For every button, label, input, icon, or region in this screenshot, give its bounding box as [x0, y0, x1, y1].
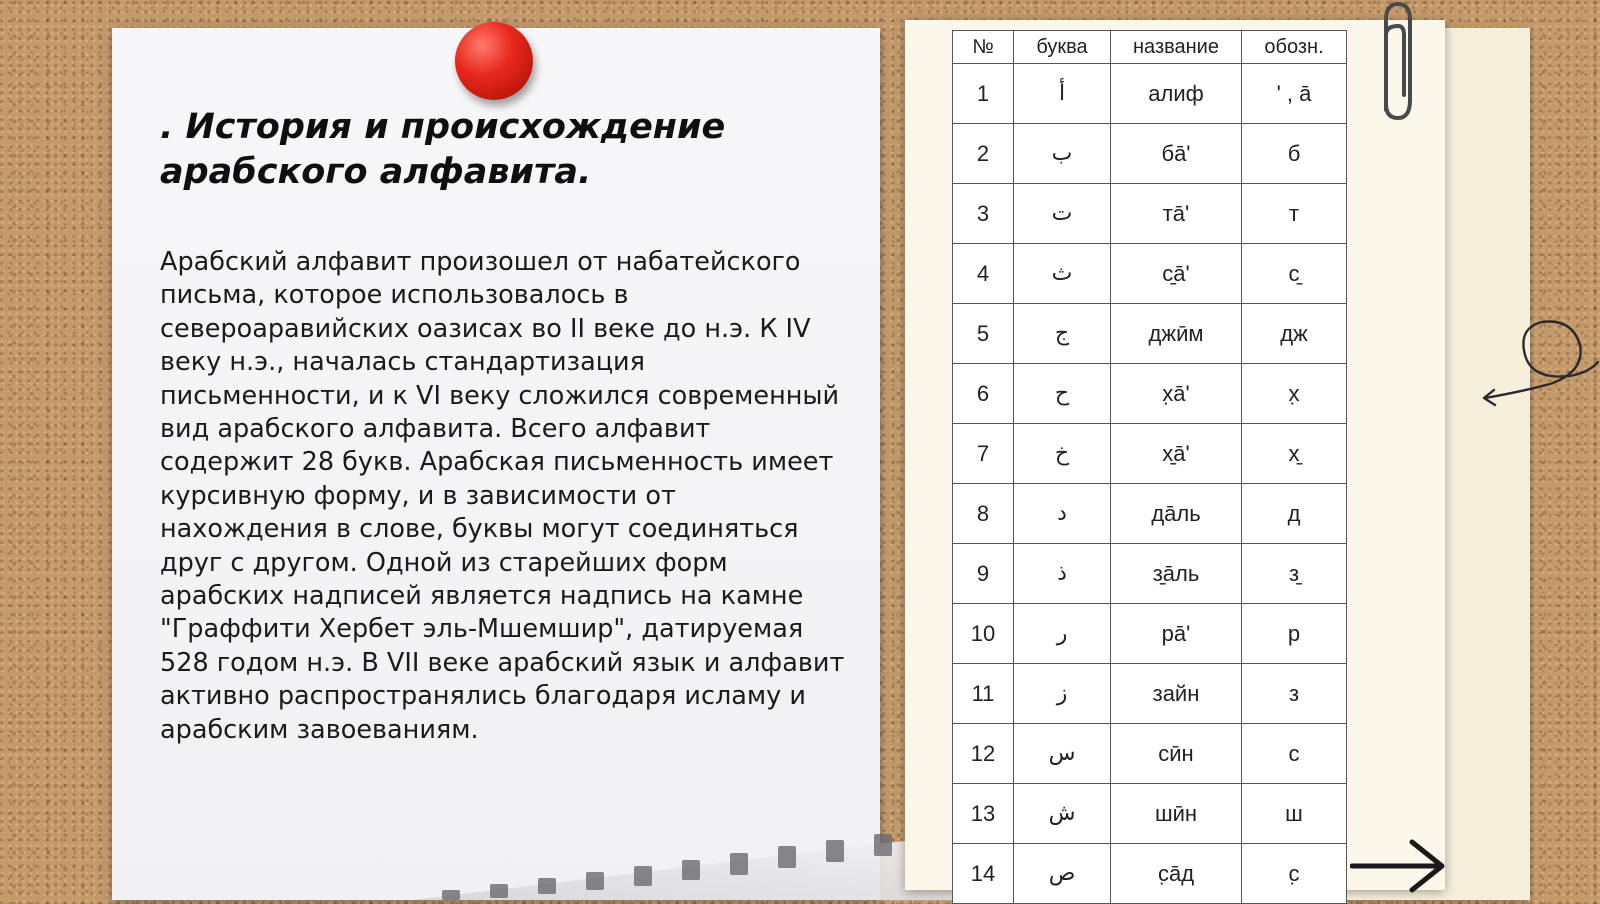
- row-letter: أ: [1014, 64, 1111, 124]
- row-name: шӣн: [1111, 784, 1242, 844]
- row-number: 7: [953, 424, 1014, 484]
- row-number: 10: [953, 604, 1014, 664]
- squiggle-arrow-icon: [1480, 310, 1600, 410]
- row-designation: з̱: [1242, 544, 1347, 604]
- header-letter: буква: [1014, 31, 1111, 64]
- row-designation: д: [1242, 484, 1347, 544]
- row-name: х̱ā': [1111, 424, 1242, 484]
- row-letter: ص: [1014, 844, 1111, 904]
- row-designation: ' , ā: [1242, 64, 1347, 124]
- row-designation: т: [1242, 184, 1347, 244]
- row-designation: б: [1242, 124, 1347, 184]
- table-row: [953, 64, 1347, 124]
- row-name: джӣм: [1111, 304, 1242, 364]
- row-name: сӣн: [1111, 724, 1242, 784]
- row-designation: с̱: [1242, 244, 1347, 304]
- row-letter: ر: [1014, 604, 1111, 664]
- table-row: [953, 364, 1347, 424]
- row-number: 8: [953, 484, 1014, 544]
- table-row: [953, 544, 1347, 604]
- paperclip-icon: [1372, 0, 1422, 125]
- header-number: №: [953, 31, 1014, 64]
- table-row: [953, 424, 1347, 484]
- row-letter: ز: [1014, 664, 1111, 724]
- row-number: 12: [953, 724, 1014, 784]
- row-letter: ث: [1014, 244, 1111, 304]
- row-letter: ح: [1014, 364, 1111, 424]
- row-name: бā': [1111, 124, 1242, 184]
- row-name: тā': [1111, 184, 1242, 244]
- row-name: х̣ā': [1111, 364, 1242, 424]
- table-row: [953, 664, 1347, 724]
- table-row: [953, 304, 1347, 364]
- row-designation: з: [1242, 664, 1347, 724]
- header-name: название: [1111, 31, 1242, 64]
- row-number: 14: [953, 844, 1014, 904]
- alphabet-table: [952, 30, 1347, 904]
- row-number: 4: [953, 244, 1014, 304]
- row-name: алиф: [1111, 64, 1242, 124]
- table-row: [953, 184, 1347, 244]
- row-number: 3: [953, 184, 1014, 244]
- history-paragraph: Арабский алфавит произошел от набатейского письма, которое использовалось в североаравийских оазисах во II веке до н.э. К IV веку н.э., началась стандартизация письменности, и к VI веку сложился современный вид арабского алфавита. Всего алфавит содержит 28 букв. Арабская письменность имеет курсивную форму, и в зависимости от нахождения в слове, буквы могут соединяться друг с другом. Одной из старейших форм арабских надписей является надпись на камне "Граффити Хербет эль-Мшемшир", датируемая 528 годом н.э. В VII веке арабский язык и алфавит активно распространялись благодаря исламу и арабским завоеваниям.: [160, 247, 845, 745]
- arrow-right-icon: [1350, 838, 1450, 893]
- table-row: [953, 244, 1347, 304]
- table-row: [953, 844, 1347, 904]
- row-letter: ج: [1014, 304, 1111, 364]
- row-designation: х̱: [1242, 424, 1347, 484]
- row-letter: ت: [1014, 184, 1111, 244]
- row-name: з̱āль: [1111, 544, 1242, 604]
- page-title: . История и происхождение арабского алфавита.: [160, 107, 726, 192]
- row-name: рā': [1111, 604, 1242, 664]
- table-row: [953, 484, 1347, 544]
- row-number: 5: [953, 304, 1014, 364]
- row-designation: с̣: [1242, 844, 1347, 904]
- row-letter: س: [1014, 724, 1111, 784]
- table-row: [953, 604, 1347, 664]
- row-number: 6: [953, 364, 1014, 424]
- row-designation: с: [1242, 724, 1347, 784]
- row-designation: х̣: [1242, 364, 1347, 424]
- row-letter: ش: [1014, 784, 1111, 844]
- row-letter: خ: [1014, 424, 1111, 484]
- row-number: 13: [953, 784, 1014, 844]
- row-designation: р: [1242, 604, 1347, 664]
- row-number: 9: [953, 544, 1014, 604]
- pushpin-icon: [455, 22, 533, 100]
- row-letter: ب: [1014, 124, 1111, 184]
- row-designation: дж: [1242, 304, 1347, 364]
- row-name: дāль: [1111, 484, 1242, 544]
- row-designation: ш: [1242, 784, 1347, 844]
- row-name: с̱ā': [1111, 244, 1242, 304]
- row-letter: د: [1014, 484, 1111, 544]
- table-row: [953, 724, 1347, 784]
- row-number: 11: [953, 664, 1014, 724]
- table-row: [953, 124, 1347, 184]
- row-name: с̣āд: [1111, 844, 1242, 904]
- row-name: зайн: [1111, 664, 1242, 724]
- row-number: 2: [953, 124, 1014, 184]
- table-header-row: [953, 31, 1347, 64]
- table-row: [953, 784, 1347, 844]
- row-letter: ذ: [1014, 544, 1111, 604]
- row-number: 1: [953, 64, 1014, 124]
- header-designation: обозн.: [1242, 31, 1347, 64]
